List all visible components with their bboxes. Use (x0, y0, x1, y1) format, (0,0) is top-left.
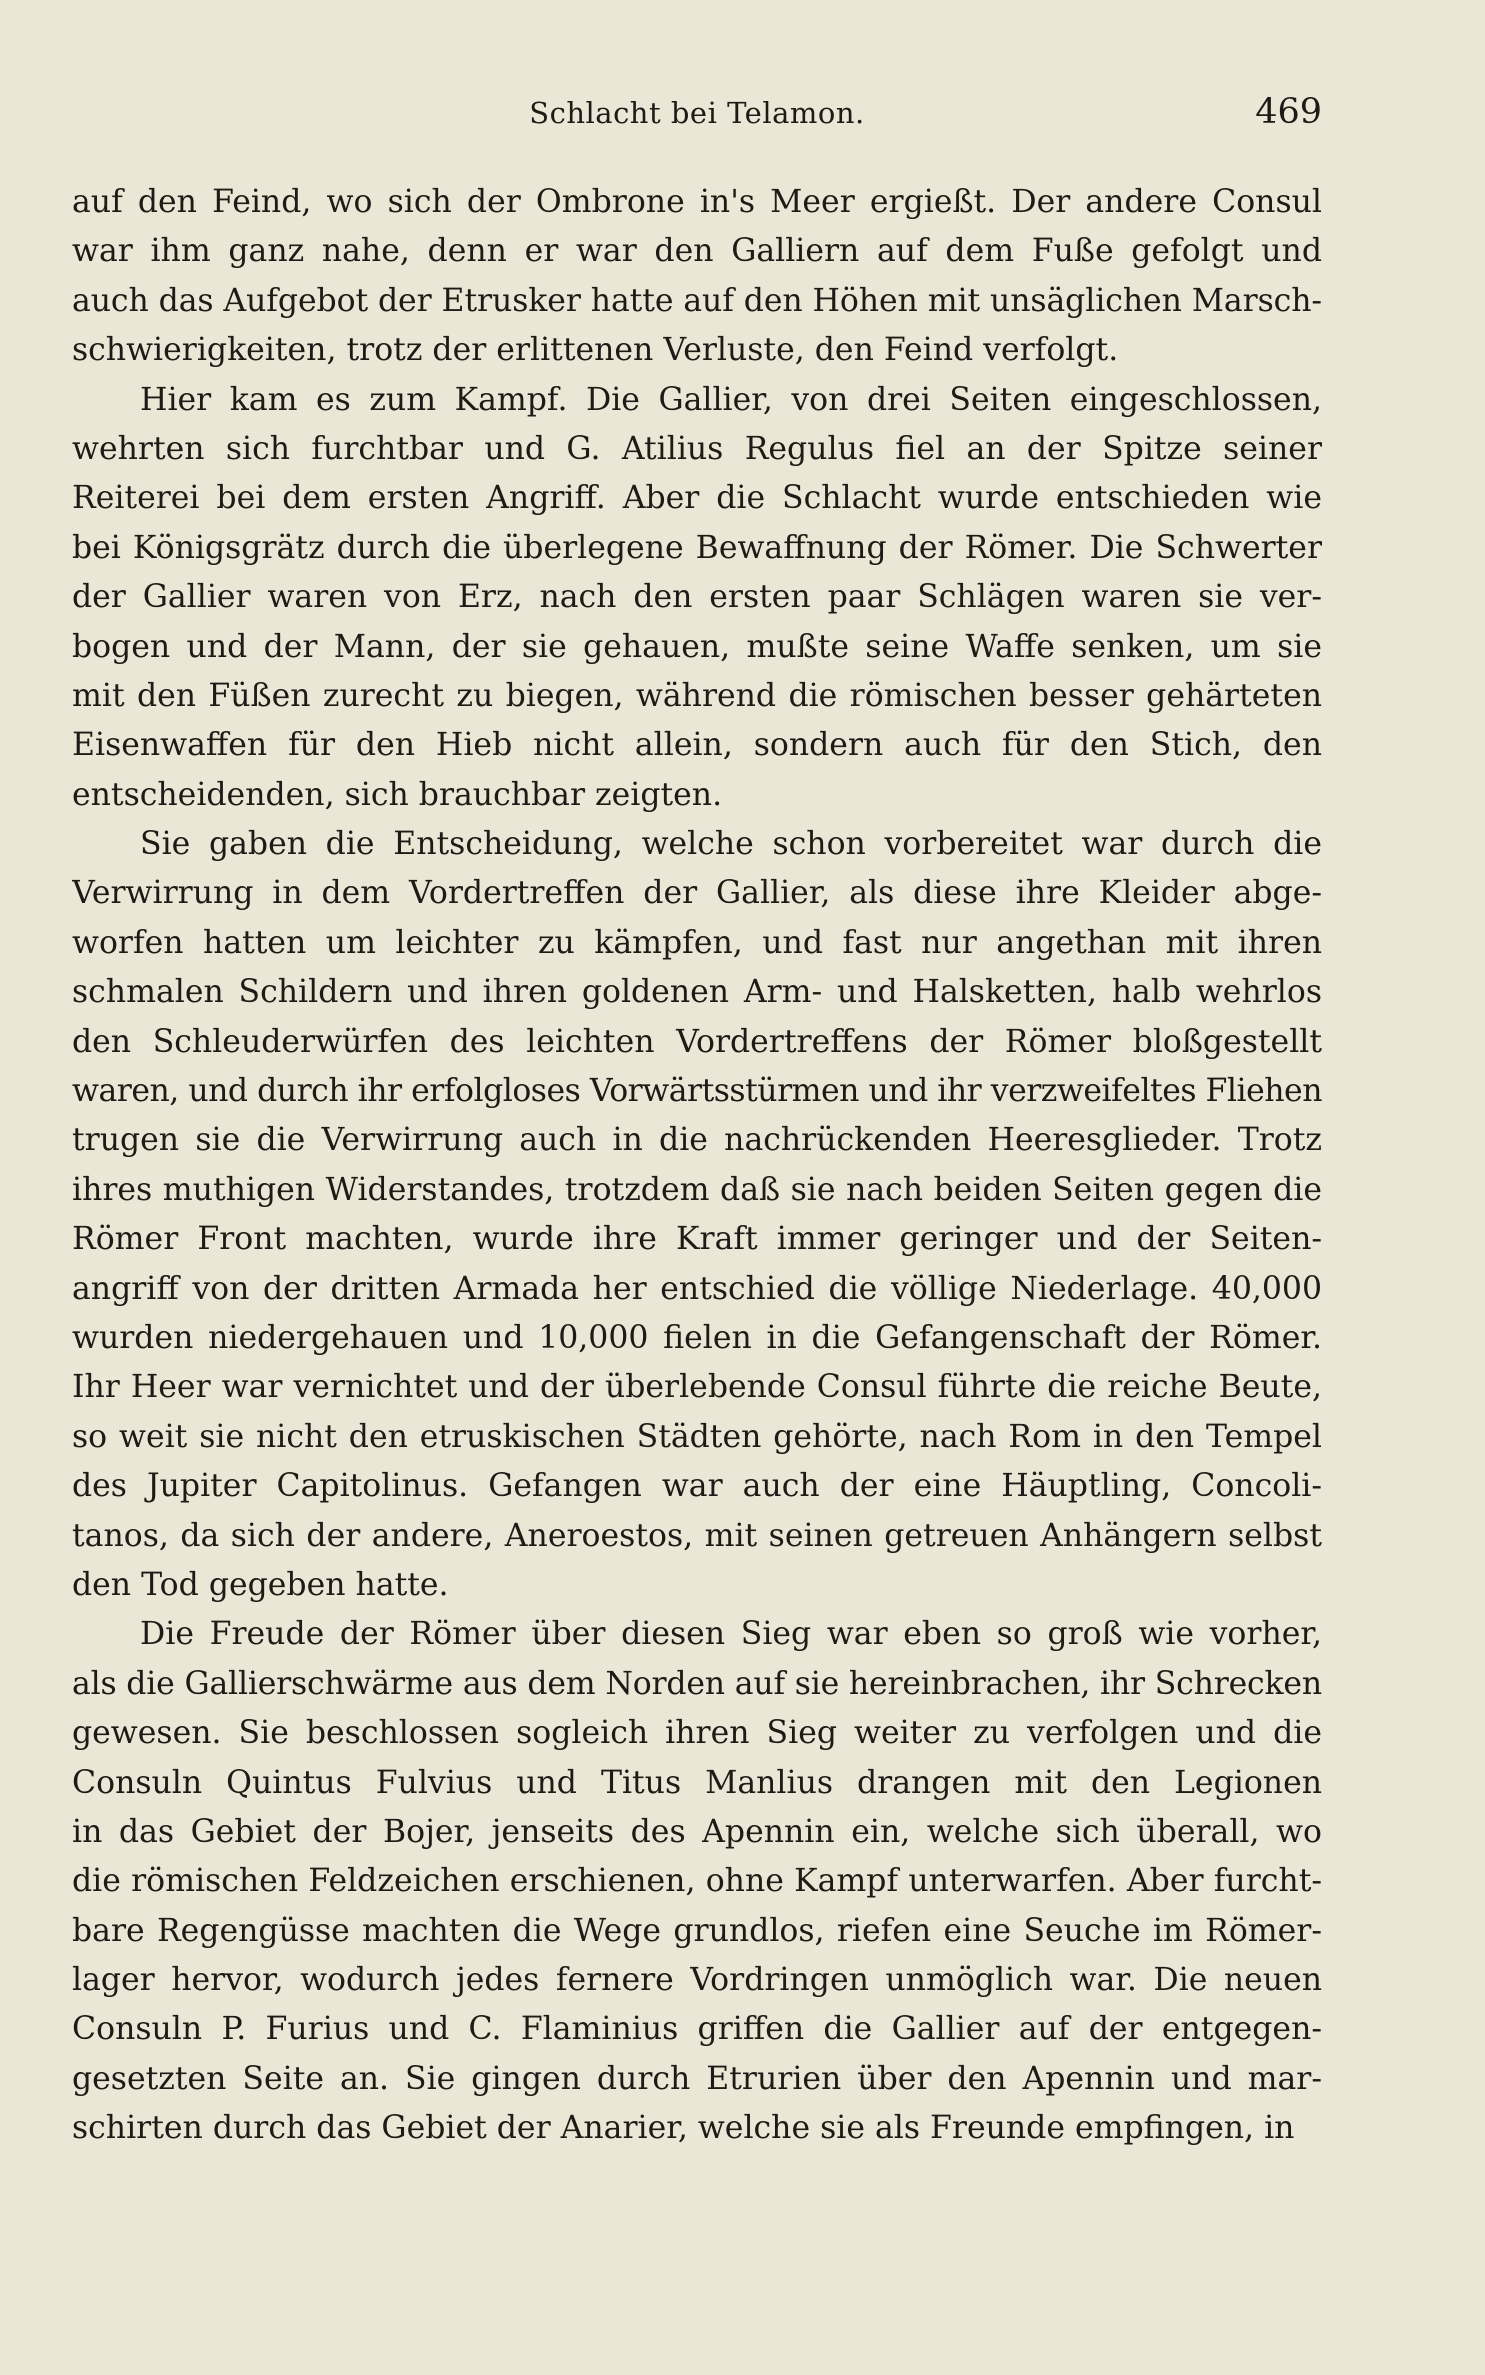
text-line: worfen hatten um leichter zu kämpfen, und fast nur angethan mit ihren (72, 924, 1322, 961)
text-line: waren, und durch ihr erfolgloses Vorwärtsstürmen und ihr verzweifeltes Fliehen (72, 1073, 1322, 1110)
text-line: ihres muthigen Widerstandes, trotzdem daß sie nach beiden Seiten gegen die (72, 1171, 1322, 1208)
text-line: auch das Aufgebot der Etrusker hatte auf den Höhen mit unsäglichen Marsch- (72, 282, 1322, 319)
text-line: Reiterei bei dem ersten Angriff. Aber die Schlacht wurde entschieden wie (72, 480, 1322, 517)
text-line: Consuln P. Furius und C. Flaminius griffen die Gallier auf der entgegen- (72, 2011, 1322, 2048)
text-line: wehrten sich furchtbar und G. Atilius Regulus fiel an der Spitze seiner (72, 430, 1322, 467)
text-line: gesetzten Seite an. Sie gingen durch Etrurien über den Apennin und mar- (72, 2060, 1322, 2097)
text-line: tanos, da sich der andere, Aneroestos, mit seinen getreuen Anhängern selbst (72, 1517, 1322, 1554)
text-line: der Gallier waren von Erz, nach den ersten paar Schlägen waren sie ver- (72, 579, 1322, 616)
page-header (72, 92, 1322, 144)
body-text (72, 178, 1322, 2154)
text-line: Consuln Quintus Fulvius und Titus Manlius drangen mit den Legionen (72, 1764, 1322, 1801)
text-line: bare Regengüsse machten die Wege grundlos, riefen eine Seuche im Römer- (72, 1912, 1322, 1949)
text-line: wurden niedergehauen und 10,000 fielen in die Gefangenschaft der Römer. (72, 1319, 1322, 1356)
text-line: Verwirrung in dem Vordertreffen der Gallier, als diese ihre Kleider abge- (72, 875, 1322, 912)
running-title: Schlacht bei Telamon. (529, 96, 865, 130)
page-number: 469 (1255, 92, 1322, 132)
text-line: Ihr Heer war vernichtet und der überlebende Consul führte die reiche Beute, (72, 1369, 1322, 1406)
text-line: auf den Feind, wo sich der Ombrone in's Meer ergießt. Der andere Consul (72, 184, 1322, 220)
text-line: Die Freude der Römer über diesen Sieg war eben so groß wie vorher, (140, 1616, 1322, 1653)
text-line: Sie gaben die Entscheidung, welche schon vorbereitet war durch die (140, 826, 1322, 863)
text-line: bei Königsgrätz durch die überlegene Bewaffnung der Römer. Die Schwerter (72, 529, 1322, 566)
text-line: schmalen Schildern und ihren goldenen Arm- und Halsketten, halb wehrlos (72, 974, 1322, 1011)
text-line: entscheidenden, sich brauchbar zeigten. (72, 776, 723, 813)
text-line: Römer Front machten, wurde ihre Kraft immer geringer und der Seiten- (72, 1221, 1322, 1258)
text-line: bogen und der Mann, der sie gehauen, mußte seine Waffe senken, um sie (72, 628, 1322, 665)
text-line: so weit sie nicht den etruskischen Städten gehörte, nach Rom in den Tempel (72, 1418, 1322, 1455)
text-line: gewesen. Sie beschlossen sogleich ihren Sieg weiter zu verfolgen und die (72, 1715, 1322, 1752)
text-line: schirten durch das Gebiet der Anarier, welche sie als Freunde empfingen, in (72, 2110, 1295, 2147)
text-line: Eisenwaffen für den Hieb nicht allein, sondern auch für den Stich, den (72, 727, 1322, 764)
text-line: Hier kam es zum Kampf. Die Gallier, von drei Seiten eingeschlossen, (140, 381, 1322, 418)
text-line: war ihm ganz nahe, denn er war den Galliern auf dem Fuße gefolgt und (72, 233, 1322, 270)
text-line: lager hervor, wodurch jedes fernere Vordringen unmöglich war. Die neuen (72, 1962, 1322, 1999)
text-line: angriff von der dritten Armada her entschied die völlige Niederlage. 40,000 (72, 1270, 1322, 1307)
text-line: schwierigkeiten, trotz der erlittenen Verluste, den Feind verfolgt. (72, 332, 1119, 369)
text-line: mit den Füßen zurecht zu biegen, während die römischen besser gehärteten (72, 677, 1322, 714)
text-line: des Jupiter Capitolinus. Gefangen war auch der eine Häuptling, Concoli- (72, 1468, 1322, 1505)
text-line: trugen sie die Verwirrung auch in die nachrückenden Heeresglieder. Trotz (72, 1122, 1322, 1159)
text-line: den Tod gegeben hatte. (72, 1566, 449, 1603)
text-line: den Schleuderwürfen des leichten Vordertreffens der Römer bloßgestellt (72, 1023, 1322, 1060)
text-line: als die Gallierschwärme aus dem Norden auf sie hereinbrachen, ihr Schrecken (72, 1665, 1322, 1702)
text-line: die römischen Feldzeichen erschienen, ohne Kampf unterwarfen. Aber furcht- (72, 1863, 1322, 1900)
text-line: in das Gebiet der Bojer, jenseits des Apennin ein, welche sich überall, wo (72, 1813, 1322, 1850)
